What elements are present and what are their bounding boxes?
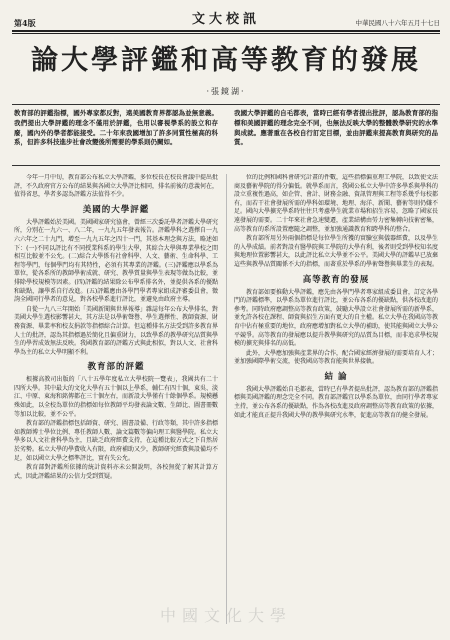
paragraph: 教育部如要推動大學評鑑，應先由各學門學者專家組成委員會，訂定各學門的評鑑標準，以學系為單位進行評比，並公布各系的優缺點，供各校改進的參考。同時政府應調整高等教育政策，鼓勵大學設立社會發展所需的新學系，並允許各校在課程、師資與招生方面有更大的自主權。私立大學在我國高等教育中佔有極重要的地位，政府應增加對私立大學的補助，使其能與國立大學公平競爭。高等教育的發展應以提升教學與研究的品質為目標，而非追求學校規模的擴充與排名的高低。 [234,288,438,348]
article-title: 論大學評鑑和高等教育的發展 [31,45,421,76]
paragraph: 今年一月中旬，教育部公布私立大學評鑑，多位校長在校長會議中提出批評，不久政府官方公布的結果與各國立大學評比相同，排名前後的意義何在，值得省思，學者多認為評鑑方法值得不少。 [14,174,218,199]
paragraph: 此外，大學應加強與產業界的合作，配合國家經濟發展的需要培育人才；並加強國際學術交流，使我國高等教育能與世界接軌。 [234,349,438,366]
paragraph: 大學評鑑始於美國。美國國家研究協會，曾經三次委託學者評鑑大學研究所，分別在一九六一、八二年，一九九五年發表報告。評鑑學科之選擇自一九六六年之二十九門，增至一九九五年之四十一門，其基本理念與方法，略述如下：(一)不同以評比有不同授業科系的學生大學，其綜合大學與專業學校之間相互比較並不公允。(二)綜合大學係有社會科學、人文、藝術、生命科學、工程等學門，每個學門均有其特性，必須有其專業的評鑑。(三)評鑑應以學系為單位，從各系所的教師學術成就、研究、教學質量與學生表現等做為比較，並排除學校規模等因素。(四)評鑑的結果除公布學系排名外，並提供各系的優點和缺點，讓學系自行改進。(五)評鑑應由各學門學者專家組成評審委員會，徵詢全國同行學者的意見，對各校學系進行評比，並避免由政府主導。 [14,218,218,304]
article-author: ·張鏡湖· [206,87,246,96]
newspaper-page [12,8,440,632]
right-column [234,174,438,632]
paragraph: 根據高教司出版的「八十五學年度私立大學校院一覽表」，我國共有二十四所大學。其中最大的文化大學有五十個以上學系，輔仁有四十個，東吳、淡江、中原、東海和銘傳都在三十個左右，而新設大學僅有十餘個學系。規模懸殊如此，以全校為單位的指標如每位教師平均發表論文數、生師比、圖書冊數等加以比較，並不公平。 [14,376,218,418]
abstract-box [12,104,440,166]
paragraph: 自從一九八三年開始「美國新聞與世界報導」雜誌每年公布大學排名，對美國大學生選校影響甚大，其方法是以學術聲譽、學生選擇性、教師資源、財務資源、畢業率和校友捐款等指標綜合計算。但這種排名方法受到許多教育界人士的批評，認為其指標過於簡化且偏重財力，以致學系的教學研究品質與學生的學習成效無法反映。我國教育部的評鑑方式與此相似，對以人文、社會科學為主的私立大學明顯不利。 [14,305,218,356]
watermark: 中國文化大學 [159,606,292,625]
section-heading-moe: 教育部的評鑑 [87,362,145,373]
masthead [12,8,440,30]
masthead-rule [12,30,440,32]
masthead-rule-thin [12,33,440,34]
section-heading-us: 美國的大學評鑑 [82,204,150,215]
paragraph: 教育部所用另外兩個指標是每位學生所獲的實驗室與儀器經費，以及學生的入學成績。前者對設有醫學院與工學院的大學有利，後者則受到學校知名度與地理位置影響甚大，以此評比私立大學並不公平。美國大學的評鑑早已放棄這些與教學品質關係不大的指標，而著重於學系的學術聲譽與畢業生的表現。 [234,235,438,268]
masthead-title: 文大校訊 [191,12,260,27]
abstract-right: 我國大學評鑑的自毛都表，當時已經有學者提出批評，認為教育部的指標和美國評鑑的理念完全不同，也無法反映大學的整體教學研究的水準與成就。應著重在各校自行訂定目標，並由評鑑來提高教育與研究的品質。 [234,109,438,147]
column-divider [226,174,227,624]
issue-number: 第4版 [14,18,36,28]
paragraph: 我國大學評鑑始自毛都表，當時已有學者提出批評，認為教育部的評鑑指標與美國評鑑的理念完全不同。教育部評鑑宜以學系為單位，由同行學者專家主持，並公布各系的優缺點，作為各校改進及政府調整高等教育政策的依據，如此才能真正提升我國大學的教學與研究水準，促進高等教育的健全發展。 [234,385,438,419]
paragraph: 教育部對評鑑所依據的統計資料亦未公開說明，各校無從了解其計算方式，因此評鑑結果的公信力受到質疑。 [14,464,218,480]
left-column [14,174,218,632]
section-heading-development: 高等教育的發展 [302,274,370,285]
issue-date: 中華民國八十六年五月十七日 [355,19,440,27]
paragraph: 位的比例和國科會研究計畫的件數，這些指標偏重理工學院，以致使文法商及藝術學院的得分偏低。就學系而言，我國公私立大學中許多學系與學科的設立重複性過高，如企管、會計、財務金融、資訊管理與工程等系幾乎每校都有，而若干社會發展所需的學科如環境、地理、海洋、新聞、藝術等則仍嫌不足。國內大學擴充學系時往往只考慮學生就業市場和招生容易，忽略了國家長遠發展的需要。二十年來社會急速變遷，產業結構由勞力密集轉向技術密集，高等教育的系所設置應隨之調整，並加強通識教育和跨學科的整合。 [234,174,438,233]
section-heading-conclusion: 結 論 [324,371,348,382]
paragraph: 教育部的評鑑指標包括師資、研究、圖書設備、行政等類，其中許多指標如教師博士學位比例、專任教師人數、論文篇數等偏向理工與醫學院。私立大學多以人文社會科學為主，且缺乏政府經費支持，在這種比較方式之下自然居於劣勢。私立大學的學費收入有限，政府補助又少，教師研究經費與設備均不足，如以國立大學之標準評比，實有失公允。 [14,420,218,462]
abstract-left: 教育部的評鑑指標，國外專家都反對，遠美國教育界都認為並無意義。我們提出大學評鑑的理念不僅用於評鑑，也用以審視學系的設立和存廢，國內外的學者都能接受。二十年來我國增加了許多同質性極高的科系，但許多科技進步社會改變後所需要的學系則仍闕如。 [14,109,218,147]
